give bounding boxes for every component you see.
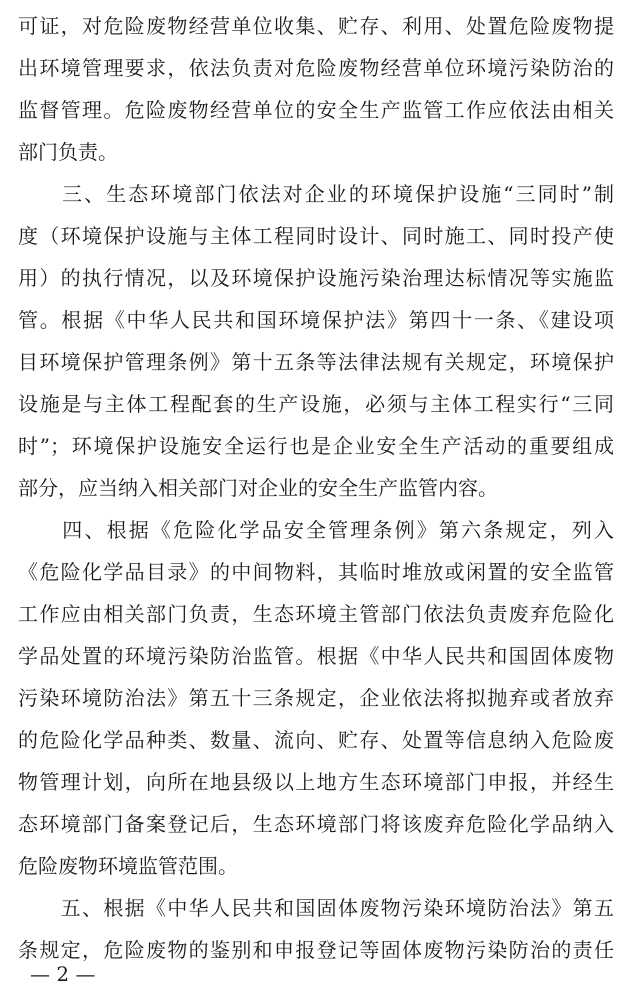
- body-line: 设施是与主体工程配套的生产设施，必须与主体工程实行“三同: [18, 392, 614, 416]
- body-line: 部门负责。: [18, 140, 118, 164]
- body-line: 学品处置的环境污染防治监管。根据《中华人民共和国固体废物: [18, 644, 614, 668]
- body-line: 态环境部门备案登记后，生态环境部门将该废弃危险化学品纳入: [18, 812, 614, 836]
- body-line: 部分，应当纳入相关部门对企业的安全生产监管内容。: [18, 476, 498, 500]
- body-line: 出环境管理要求，依法负责对危险废物经营单位环境污染防治的: [18, 56, 614, 80]
- body-line: 条规定，危险废物的鉴别和申报登记等固体废物污染防治的责任: [18, 938, 614, 962]
- body-line: 四、根据《危险化学品安全管理条例》第六条规定，列入: [18, 518, 614, 542]
- body-line: 监督管理。危险废物经营单位的安全生产监管工作应依法由相关: [18, 98, 614, 122]
- body-line: 三、生态环境部门依法对企业的环境保护设施“三同时”制: [18, 182, 614, 206]
- body-line: 管。根据《中华人民共和国环境保护法》第四十一条、《建设项: [18, 308, 614, 332]
- body-line: 度（环境保护设施与主体工程同时设计、同时施工、同时投产使: [18, 224, 614, 248]
- body-line: 物管理计划，向所在地县级以上地方生态环境部门申报，并经生: [18, 770, 614, 794]
- body-line: 《危险化学品目录》的中间物料，其临时堆放或闲置的安全监管: [18, 560, 614, 584]
- body-line: 污染环境防治法》第五十三条规定，企业依法将拟抛弃或者放弃: [18, 686, 614, 710]
- body-line: 可证，对危险废物经营单位收集、贮存、利用、处置危险废物提: [18, 14, 614, 38]
- body-line: 时”；环境保护设施安全运行也是企业安全生产活动的重要组成: [18, 434, 614, 458]
- body-line: 危险废物环境监管范围。: [18, 854, 238, 878]
- body-line: 工作应由相关部门负责，生态环境主管部门依法负责废弃危险化: [18, 602, 614, 626]
- body-line: 用）的执行情况，以及环境保护设施污染治理达标情况等实施监: [18, 266, 614, 290]
- page-number: — 2 —: [30, 962, 96, 986]
- body-line: 目环境保护管理条例》第十五条等法律法规有关规定，环境保护: [18, 350, 614, 374]
- body-line: 的危险化学品种类、数量、流向、贮存、处置等信息纳入危险废: [18, 728, 614, 752]
- body-line: 五、根据《中华人民共和国固体废物污染环境防治法》第五: [18, 896, 614, 920]
